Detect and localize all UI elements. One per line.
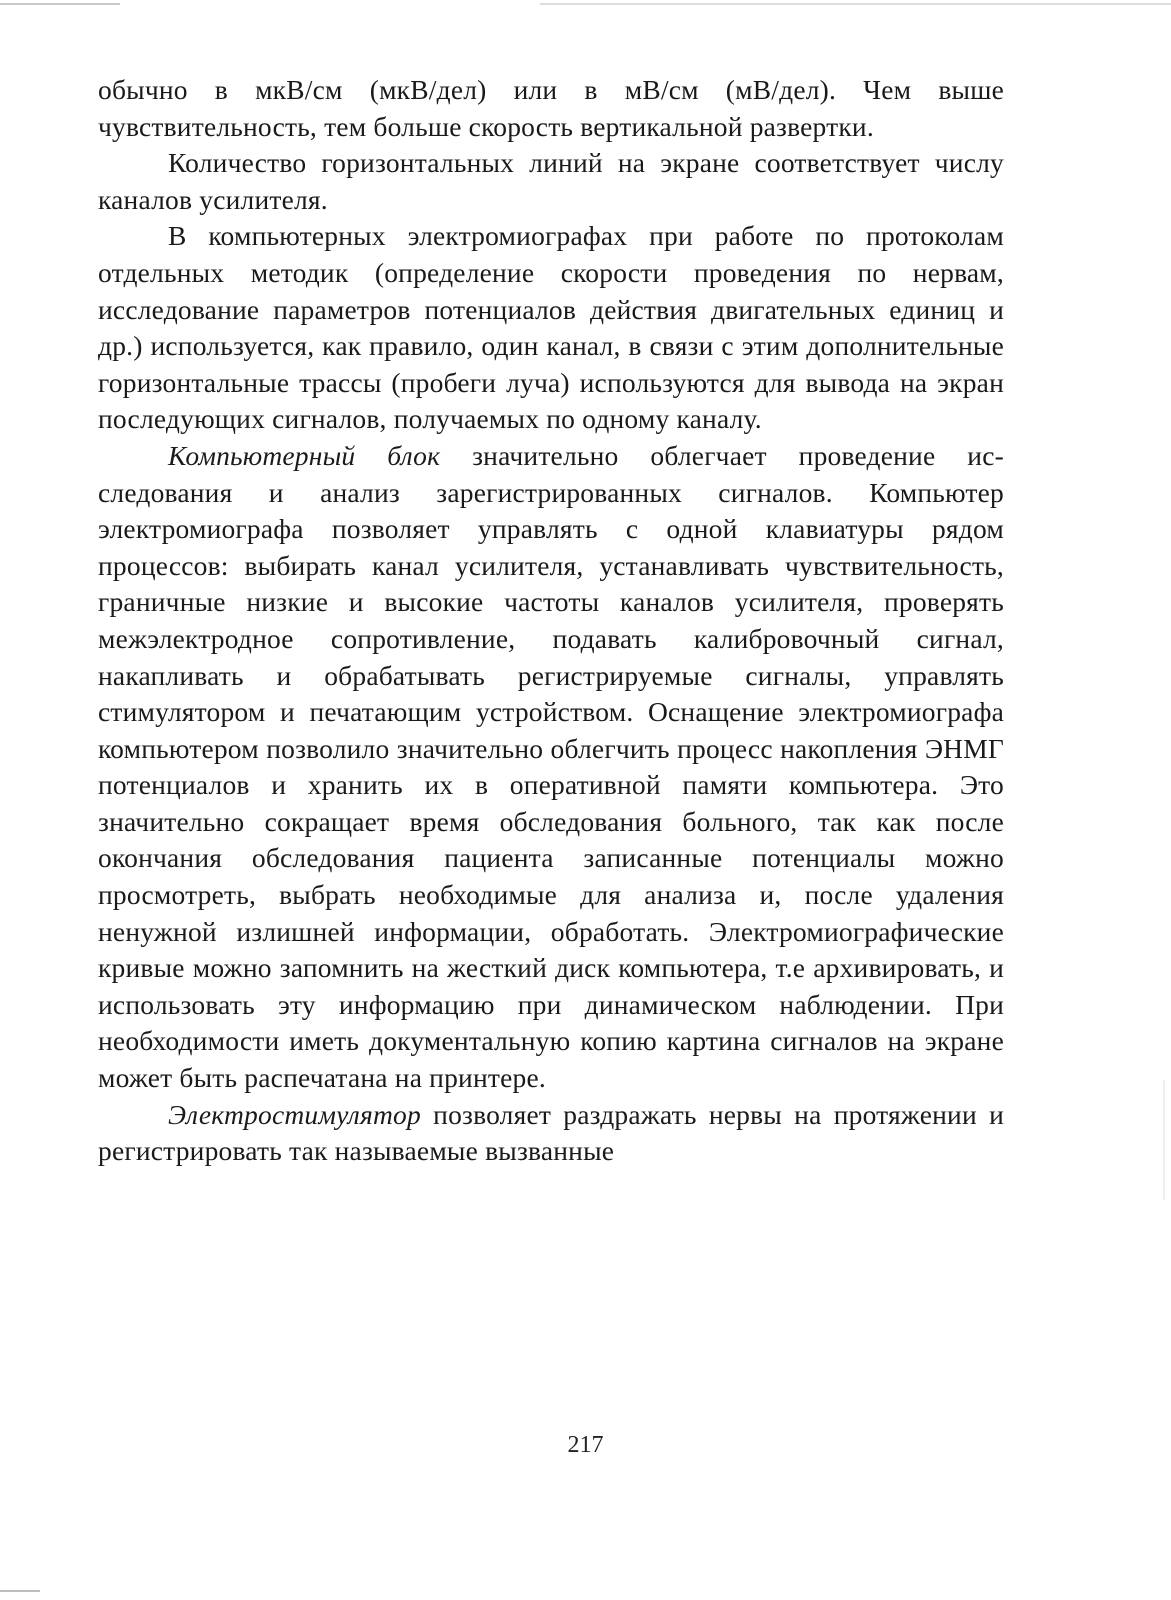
page-number: 217 — [567, 1432, 604, 1458]
term-computer-block: Компьютерный блок — [168, 439, 441, 471]
paragraph-computer-emg-protocols: В компьютерных электромиографах при работе по протоколам отдельных методик (определение скорости проведения по нервам, исследование параметров потенциалов действия двигательных единиц и др.) используется, как правило, один канал, в связи с этим дополнительные горизонтальные трассы (пробеги луча) используются для вывода на экран последующих сигналов, получаемых по одному каналу. — [98, 220, 1004, 435]
paragraph-electrostimulator — [98, 1097, 1004, 1170]
paragraph-sensitivity-continuation: обычно в мкВ/см (мкВ/дел) или в мВ/см (мВ/дел). Чем выше чувствительность, тем больше скорость вертикальной развертки. — [98, 74, 1004, 142]
page-body — [98, 72, 1004, 1170]
paragraph-computer-block-text: значительно облегчает проведение ис- следования и анализ зарегистрированных сигналов. Компьютер электромиографа позволяет управлять с одной клавиатуры рядом процессов: выбирать канал усилителя, устанавливать чувствительность, граничные низкие и высокие частоты каналов усилителя, проверять межэлектродное сопротивление, подавать калибровочный сигнал, накапливать и обрабатывать регистрируемые сигналы, управлять стимулятором и печатающим устройством. Оснащение электромиографа компьютером позволило значительно облегчить процесс накопления ЭНМГ потенциалов и хранить их в оперативной памяти компьютера. Это значительно сокращает время обследования больного, так как после окончания обследования пациента записанные потенциалы можно просмотреть, выбрать необходимые для анализа и, после удаления ненужной излишней информации, обработать. Электромиографические кривые можно запомнить на жесткий диск компьютера, т.е архивировать, и использовать эту информацию при динамическом наблюдении. При необходимости иметь документальную копию картина сигналов на экране может быть распечатана на принтере. — [98, 439, 1004, 1094]
term-electrostimulator: Электростимулятор — [168, 1098, 421, 1130]
paragraph-computer-block — [98, 438, 1004, 1097]
paragraph-electrostimulator-text: позволяет раздражать нервы на протяжении и регистрировать так называемые вызванные — [98, 1098, 1004, 1167]
paragraph-horizontal-lines: Количество горизонтальных линий на экране соответствует числу каналов усилителя. — [98, 147, 1004, 215]
scan-edge-right — [1163, 1080, 1165, 1200]
scan-edge-top-left — [0, 3, 120, 5]
scan-edge-bottom-left — [0, 1590, 40, 1592]
scan-edge-top-right — [540, 3, 1171, 5]
